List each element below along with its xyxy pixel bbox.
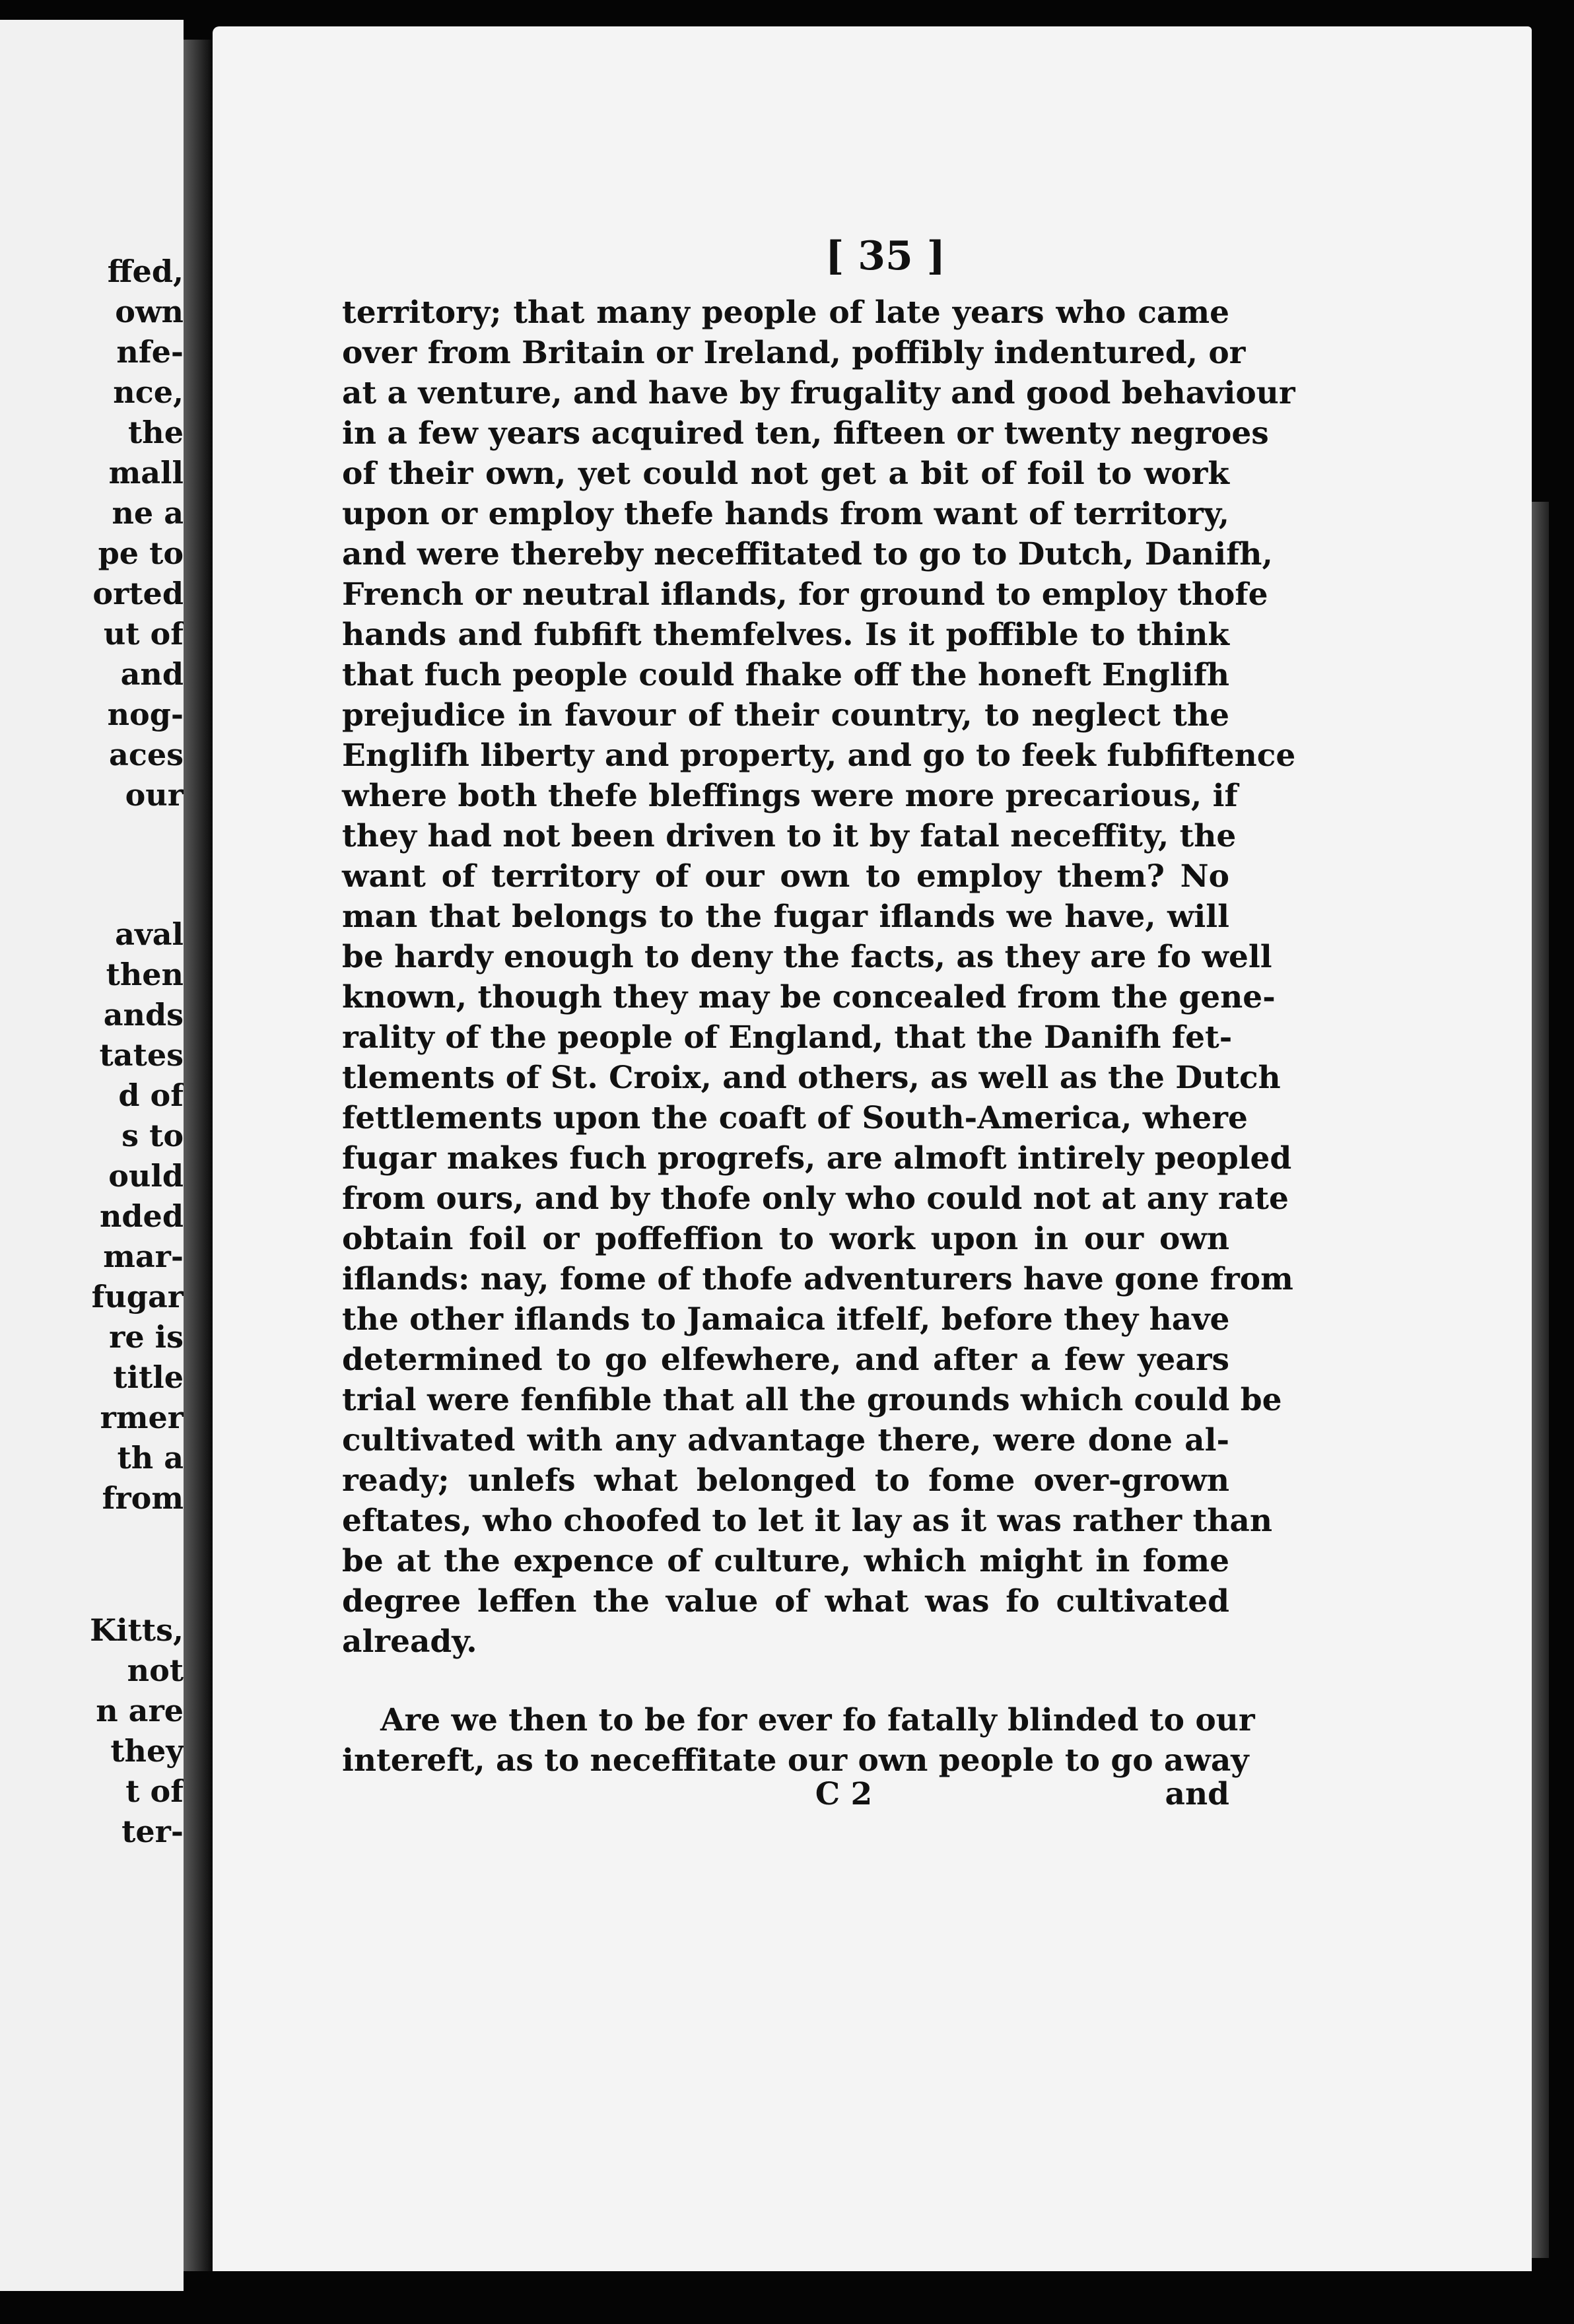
left-page-line: the <box>128 415 184 450</box>
left-page-line: nce, <box>113 374 184 410</box>
text-line: tlements of St. Croix, and others, as well as the Dutch <box>342 1060 1281 1096</box>
left-page-line: t of <box>125 1773 184 1809</box>
catchword: and <box>1165 1776 1229 1812</box>
text-line: and were thereby neceffitated to go to Dutch, Danifh, <box>342 536 1273 572</box>
left-page-line: they <box>110 1733 184 1769</box>
text-line: cultivated with any advantage there, were done al- <box>342 1422 1229 1458</box>
book-gutter <box>184 40 213 2271</box>
text-line: intereft, as to neceffitate our own people to go away <box>342 1742 1249 1779</box>
left-page-line: ands <box>103 997 184 1033</box>
text-line: degree leffen the value of what was fo cultivated <box>342 1583 1229 1620</box>
left-page-line: own <box>115 294 184 329</box>
text-line: from ours, and by thofe only who could not at any rate <box>342 1180 1289 1217</box>
text-line: determined to go elfewhere, and after a few years <box>342 1342 1229 1378</box>
text-line: be hardy enough to deny the facts, as they are fo well <box>342 939 1272 975</box>
text-line: over from Britain or Ireland, poffibly indentured, or <box>342 335 1246 371</box>
text-line: be at the expence of culture, which might in fome <box>342 1543 1229 1579</box>
left-page-line: ould <box>108 1158 184 1194</box>
text-line: French or neutral iflands, for ground to employ thofe <box>342 576 1268 613</box>
text-line: territory; that many people of late years who came <box>342 294 1229 331</box>
left-page-line: then <box>106 957 184 992</box>
text-line: the other iflands to Jamaica itfelf, before they have <box>342 1301 1230 1338</box>
left-page-line: th a <box>117 1440 184 1476</box>
text-line: Are we then to be for ever fo fatally blinded to our <box>380 1702 1255 1738</box>
left-page-line: and <box>120 656 184 692</box>
text-line: iflands: nay, fome of thofe adventurers have gone from <box>342 1261 1293 1297</box>
left-page-line: aces <box>109 737 184 772</box>
left-page-line: nded <box>99 1198 184 1234</box>
text-line: already. <box>342 1623 477 1660</box>
text-line: upon or employ thefe hands from want of territory, <box>342 496 1229 532</box>
text-line: rality of the people of England, that the Danifh fet- <box>342 1019 1233 1056</box>
left-page-line: rmer <box>100 1400 184 1435</box>
text-line: that fuch people could fhake off the honeft Englifh <box>342 657 1229 693</box>
left-page-line: our <box>125 777 184 813</box>
left-page-line: fugar <box>91 1279 184 1315</box>
left-page-line: tates <box>99 1037 184 1073</box>
left-page-line: mar- <box>103 1239 184 1274</box>
left-page-line: re is <box>109 1319 184 1355</box>
left-page-line: ffed, <box>107 254 184 289</box>
left-page-line: ne a <box>112 495 184 531</box>
text-line: in a few years acquired ten, fifteen or twenty negroes <box>342 415 1269 452</box>
text-line: prejudice in favour of their country, to neglect the <box>342 697 1229 734</box>
text-line: Englifh liberty and property, and go to feek fubfiftence <box>342 737 1296 774</box>
left-page-line: ter- <box>121 1814 184 1849</box>
page-edge-shadow <box>1532 502 1549 2258</box>
left-page-line: from <box>102 1480 184 1516</box>
page-number: [ 35 ] <box>825 233 946 279</box>
text-line: known, though they may be concealed from the gene- <box>342 979 1276 1015</box>
left-page-line: pe to <box>98 535 184 571</box>
left-page-line: n are <box>96 1693 184 1728</box>
text-line: of their own, yet could not get a bit of foil to work <box>342 456 1229 492</box>
text-line: they had not been driven to it by fatal neceffity, the <box>342 818 1237 854</box>
left-page-line: title <box>113 1359 184 1395</box>
left-page-line: not <box>127 1653 184 1688</box>
text-line: ready; unlefs what belonged to fome over-grown <box>342 1462 1229 1499</box>
previous-page-fragment <box>0 20 184 2291</box>
text-line: obtain foil or poffeffion to work upon in our own <box>342 1221 1229 1257</box>
text-line: where both thefe bleffings were more precarious, if <box>342 778 1238 814</box>
text-line: trial were fenfible that all the grounds which could be <box>342 1382 1282 1418</box>
text-line: eftates, who choofed to let it lay as it was rather than <box>342 1503 1272 1539</box>
text-line: fugar makes fuch progrefs, are almoft intirely peopled <box>342 1140 1292 1177</box>
signature-mark: C 2 <box>815 1776 873 1812</box>
text-line: man that belongs to the fugar iflands we have, will <box>342 899 1229 935</box>
left-page-line: orted <box>92 576 184 611</box>
left-page-line: d of <box>118 1077 184 1113</box>
text-line: fettlements upon the coaft of South-America, where <box>342 1100 1248 1136</box>
text-line: hands and fubfift themfelves. Is it poffible to think <box>342 617 1229 653</box>
left-page-line: s to <box>121 1118 184 1153</box>
text-line: at a venture, and have by frugality and good behaviour <box>342 375 1295 411</box>
left-page-line: nfe- <box>116 334 184 370</box>
left-page-line: nog- <box>107 697 184 732</box>
left-page-line: aval <box>115 916 184 952</box>
text-line: want of territory of our own to employ them? No <box>342 858 1229 895</box>
left-page-line: mall <box>108 455 184 491</box>
left-page-line: Kitts, <box>90 1612 184 1648</box>
left-page-line: ut of <box>103 616 184 652</box>
